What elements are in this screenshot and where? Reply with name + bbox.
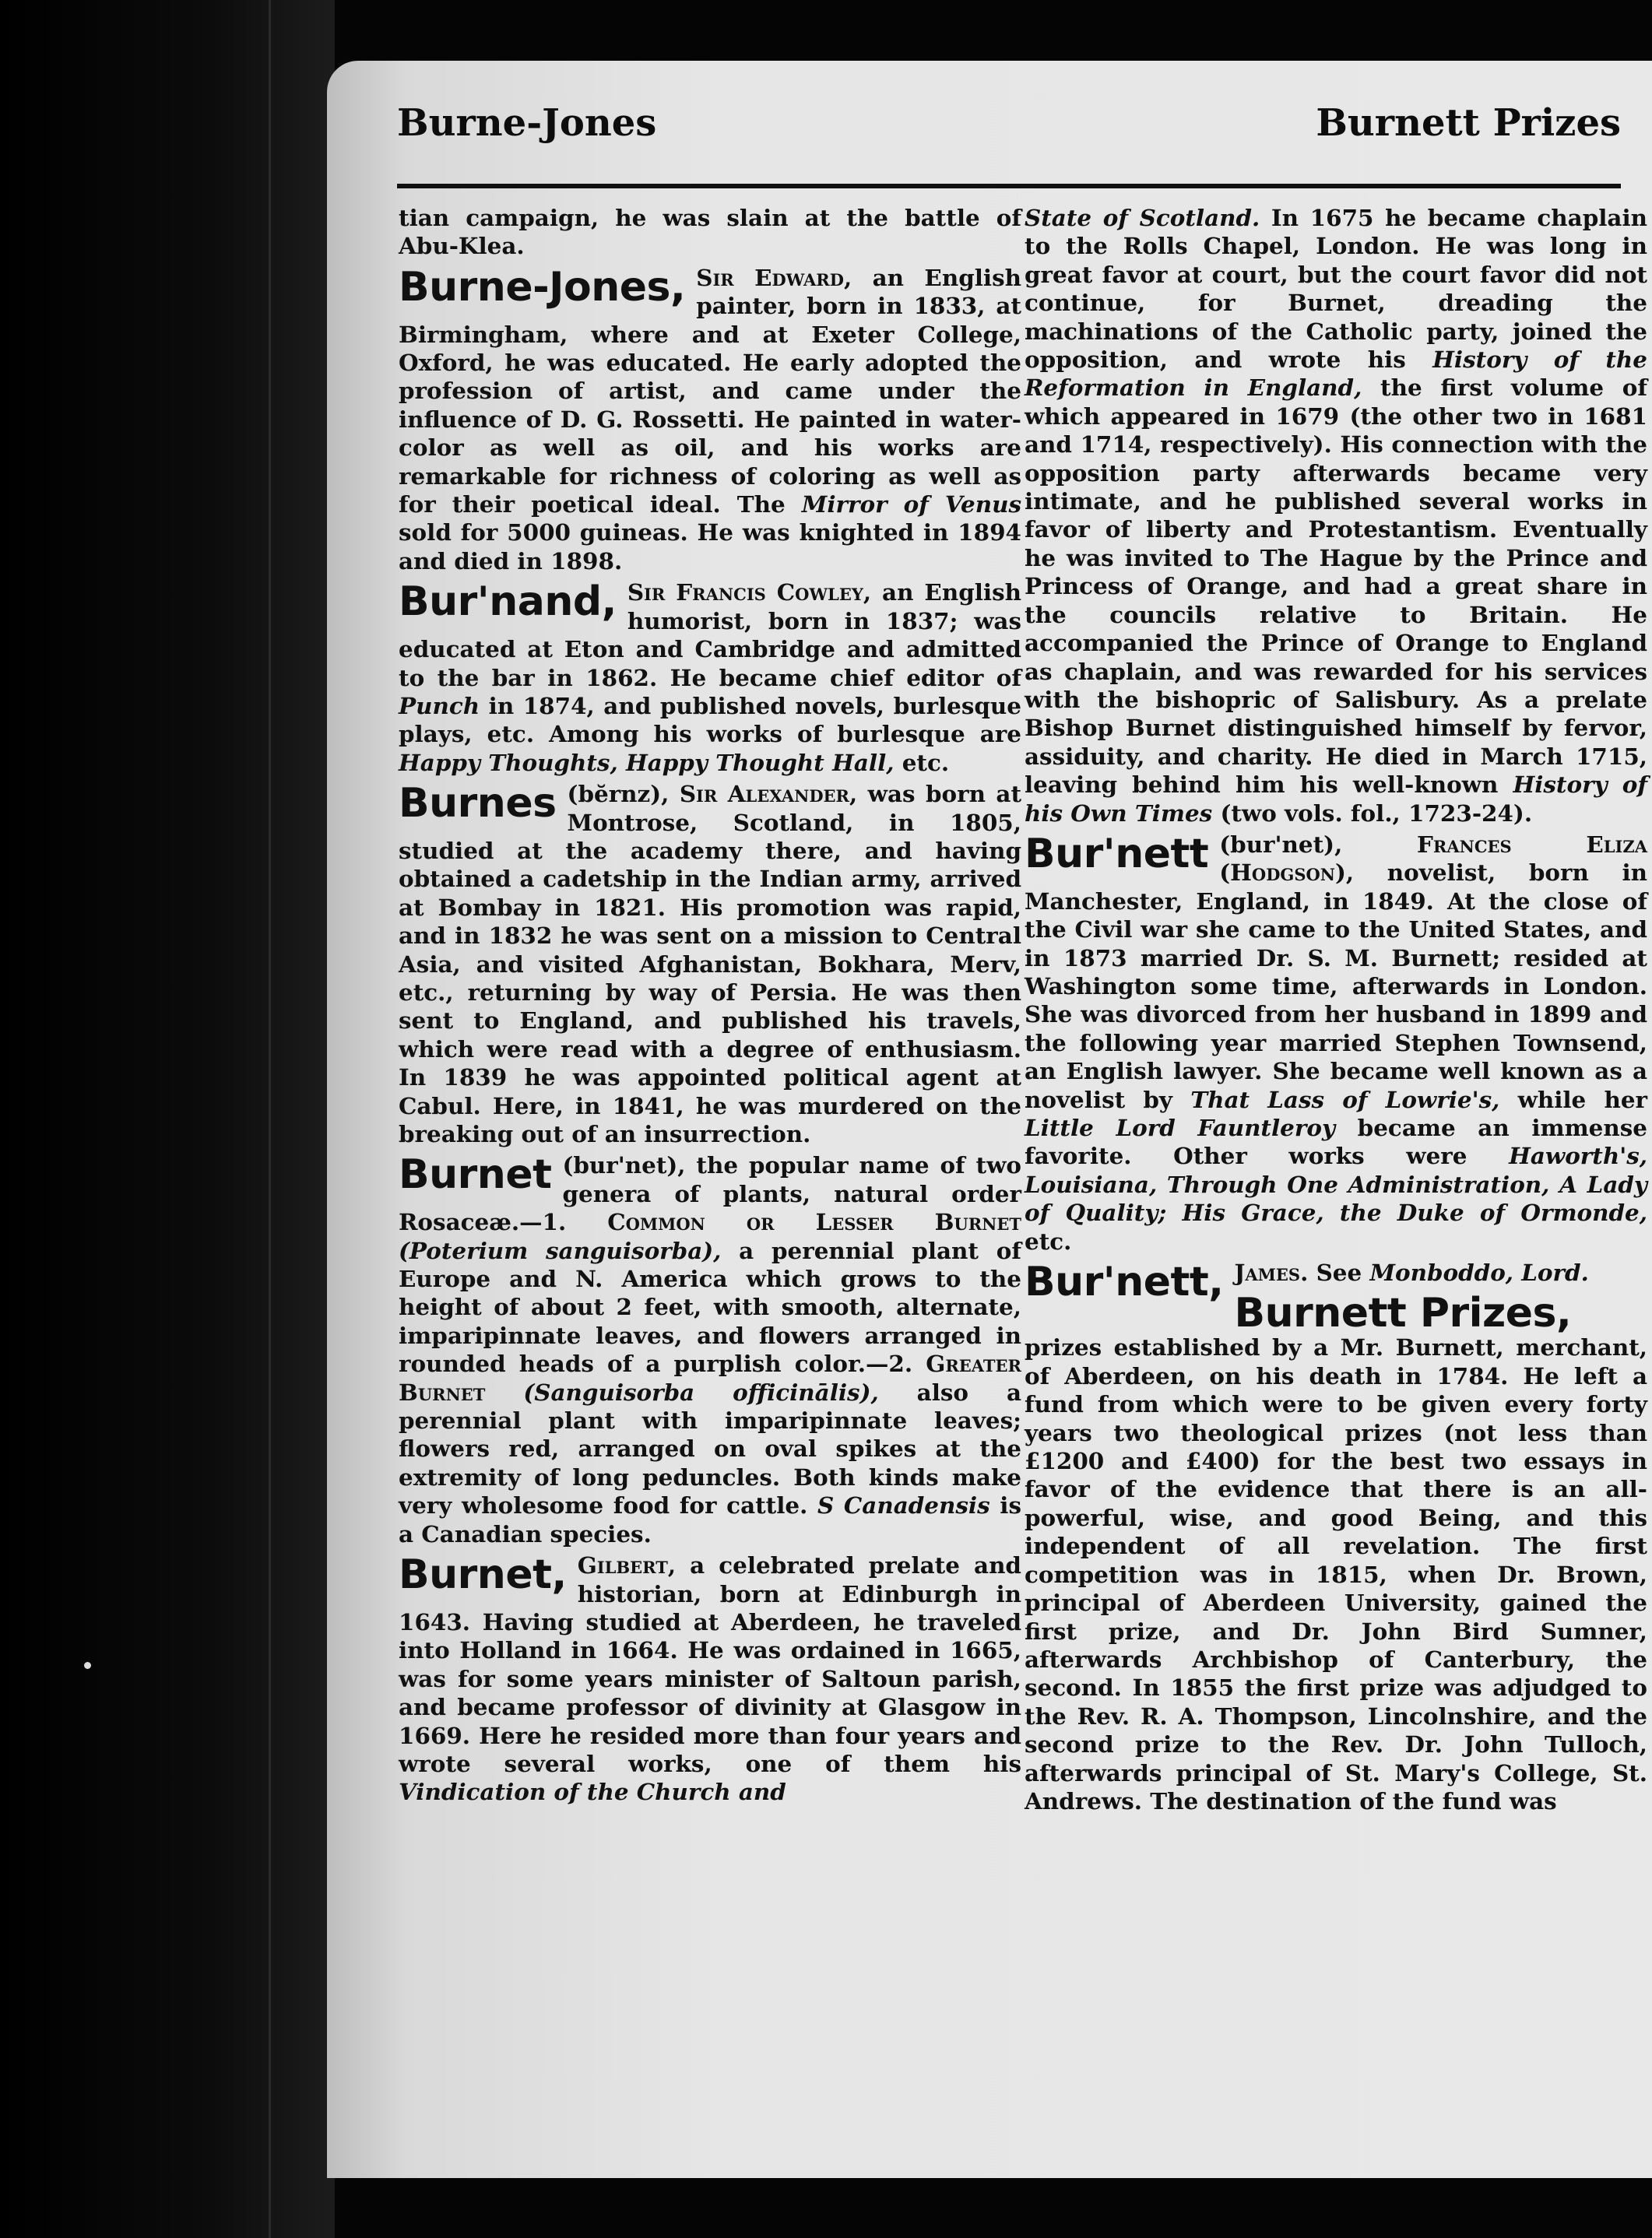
right-column bbox=[1025, 204, 1647, 1818]
entry-latin-name: S Canadensis bbox=[817, 1491, 990, 1520]
header-rule bbox=[397, 184, 1621, 188]
entry-continuation bbox=[399, 204, 1021, 261]
entry-text: became an immense favorite. Other works were bbox=[1025, 1114, 1647, 1170]
entry-name: Sir Francis Cowley, bbox=[627, 578, 872, 606]
entry-burnett-frances bbox=[1025, 831, 1647, 1256]
entry-pronunciation: (bur'net), bbox=[562, 1151, 686, 1179]
entry-text: prizes established by a Mr. Burnett, merchant, of Aberdeen, on his death in 1784. He left a fund from which were to be given every forty years two theological prizes (not less than £1200 and £400) for the best two essays in favor of the evidence that there is an all-powerful, wise, and good Being, and this independent of all revelation. The first competition was in 1815, when Dr. Brown, principal of Aberdeen University, gained the first prize, and Dr. John Bird Sumner, afterwards Archbishop of Canterbury, the second. In 1855 the first prize was adjudged to the Rev. R. A. Thompson, Lincolnshire, and the second prize to the Rev. Dr. John Tulloch, afterwards principal of St. Mary's College, St. Andrews. The destination of the fund was bbox=[1025, 1333, 1647, 1815]
scan-dark-margin bbox=[0, 0, 335, 2238]
scan-edge-line bbox=[269, 0, 271, 2238]
entry-pronunciation: (bĕrnz), bbox=[567, 780, 670, 808]
entry-burnett-prizes bbox=[1025, 1290, 1647, 1815]
entry-name: James. bbox=[1234, 1259, 1309, 1287]
entry-name: Frances Eliza (Hodgson), bbox=[1219, 830, 1647, 887]
continuation-text: tian campaign, he was slain at the battle of Abu-Klea. bbox=[399, 204, 1021, 260]
entry-text: also a perennial plant with imparipinnate leaves; flowers red, arranged on oval spikes at the extremity of long peduncles. Both kinds make very wholesome food for cattle. bbox=[399, 1378, 1022, 1520]
entry-work-title: Happy Thoughts, Happy Thought Hall, bbox=[399, 748, 895, 776]
entry-text: while her bbox=[1517, 1085, 1647, 1113]
entry-species-name: Greater Burnet bbox=[399, 1350, 1022, 1406]
entry-burnett-james bbox=[1025, 1259, 1647, 1306]
entry-text: in 1874, and published novels, burlesque plays, etc. Among his works of burlesque are bbox=[399, 691, 1021, 748]
entry-text: the popular name of two genera of plants, natural order Rosaceæ.—1. bbox=[399, 1151, 1021, 1236]
entry-latin-name: (Poterium sanguisorba), bbox=[399, 1236, 722, 1264]
headword-burnand: Bur'nand, bbox=[399, 578, 617, 626]
scan-speck bbox=[84, 1662, 91, 1669]
headword-burnett-prizes: Burnett Prizes, bbox=[1234, 1290, 1572, 1337]
entry-species-name: Common or Lesser Burnet bbox=[607, 1208, 1022, 1236]
entry-work-title: History of his Own Times bbox=[1025, 771, 1648, 827]
entry-work-title: Little Lord Fauntleroy bbox=[1025, 1114, 1336, 1141]
entry-pronunciation: (bur'net), bbox=[1219, 830, 1343, 858]
headword-burnett-james: Bur'nett, bbox=[1025, 1259, 1224, 1306]
entry-burnand bbox=[399, 578, 1021, 777]
entry-work-title: That Lass of Lowrie's, bbox=[1190, 1085, 1500, 1113]
left-column bbox=[399, 204, 1021, 1810]
entry-text: the first volume of which appeared in 1679 (the other two in 1681 and 1714, respectively). His connection with the opposition party afterwards became very intimate, and he published several works in favor of liberty and Protestantism. Eventually he was invited to The Hague by the Prince and Princess of Orange, and had a great share in the councils relative to Britain. He accompanied the Prince of Orange to England as chaplain, and was rewarded for his services with the bishopric of Salisbury. As a prelate Bishop Burnet distinguished himself by fervor, assiduity, and charity. He died in March 1715, leaving behind him his well-known bbox=[1025, 374, 1648, 799]
entry-latin-name: (Sanguisorba officinālis), bbox=[523, 1378, 879, 1406]
running-head bbox=[397, 101, 1621, 163]
entry-text: is a Canadian species. bbox=[399, 1491, 1021, 1548]
entry-cross-reference: Monboddo, Lord. bbox=[1369, 1259, 1589, 1287]
headword-burne-jones: Burne-Jones, bbox=[399, 263, 686, 311]
entry-text: etc. bbox=[1025, 1227, 1072, 1255]
headword-burnet: Burnet bbox=[399, 1151, 552, 1199]
running-head-right: Burnett Prizes bbox=[1316, 101, 1621, 145]
entry-work-title: Haworth's, Louisiana, Through One Administration, A Lady of Quality; His Grace, the Duke of Ormonde, bbox=[1025, 1142, 1648, 1227]
entry-text: novelist, born in Manchester, England, in 1849. At the close of the Civil war she came to the United States, and in 1873 married Dr. S. M. Burnett; resided at Washington some time, afterwards in London. She was divorced from her husband in 1899 and the following year married Stephen Townsend, an English lawyer. She became well known as a novelist by bbox=[1025, 859, 1647, 1113]
entry-text: (two vols. fol., 1723-24). bbox=[1220, 799, 1533, 827]
entry-text: See bbox=[1316, 1259, 1362, 1287]
entry-text: was born at Montrose, Scotland, in 1805, studied at the academy there, and having obtained a cadetship in the Indian army, arrived at Bombay in 1821. His promotion was rapid, and in 1832 he was sent on a mission to Central Asia, and visited Afghanistan, Bokhara, Merv, etc., returning by way of Persia. He was then sent to England, and published his travels, which were read with a degree of enthusiasm. In 1839 he was appointed political agent at Cabul. Here, in 1841, he was murdered on the breaking out of an insurrection. bbox=[399, 780, 1022, 1147]
headword-burnet-gilbert: Burnet, bbox=[399, 1551, 567, 1599]
entry-burnet-gilbert bbox=[399, 1551, 1021, 1807]
entry-name: Sir Alexander, bbox=[679, 780, 858, 808]
entry-work-title: Punch bbox=[399, 691, 480, 719]
entry-work-title: Mirror of Venus bbox=[801, 490, 1021, 518]
entry-work-title: History of the Reformation in England, bbox=[1025, 346, 1648, 402]
entry-burnet-plant bbox=[399, 1151, 1021, 1548]
entry-burnes bbox=[399, 780, 1021, 1148]
entry-work-title: State of Scotland. bbox=[1025, 204, 1260, 231]
entry-text: sold for 5000 guineas. He was knighted in 1894 and died in 1898. bbox=[399, 518, 1021, 574]
entry-text: an English humorist, born in 1837; was educated at Eton and Cambridge and admitted to the bar in 1862. He became chief editor of bbox=[399, 578, 1021, 691]
entry-work-title: Vindication of the Church and bbox=[399, 1778, 786, 1806]
entry-name: Sir Edward, bbox=[696, 263, 852, 291]
entry-text: etc. bbox=[902, 748, 950, 776]
entry-name: Gilbert, bbox=[577, 1551, 677, 1579]
running-head-left: Burne-Jones bbox=[397, 101, 657, 145]
entry-text: a perennial plant of Europe and N. America which grows to the height of about 2 feet, with smooth, alternate, imparipinnate leaves, and flowers arranged in rounded heads of a purplish color.—2. bbox=[399, 1236, 1022, 1378]
headword-burnett: Bur'nett bbox=[1025, 830, 1209, 877]
entry-text: a celebrated prelate and historian, born at Edinburgh in 1643. Having studied at Aberdeen, he traveled into Holland in 1664. He was ordained in 1665, was for some years minister of Saltoun parish, and became professor of divinity at Glasgow in 1669. Here he resided more than four years and wrote several works, one of them his bbox=[399, 1551, 1021, 1777]
headword-burnes: Burnes bbox=[399, 780, 557, 827]
entry-text: In 1675 he became chaplain to the Rolls Chapel, London. He was long in great favor at court, but the court favor did not continue, for Burnet, dreading the machinations of the Catholic party, joined the opposition, and wrote his bbox=[1025, 204, 1648, 374]
entry-burne-jones bbox=[399, 264, 1021, 575]
entry-burnet-gilbert-continued bbox=[1025, 204, 1647, 827]
entry-text: an English painter, born in 1833, at Birmingham, where and at Exeter College, Oxford, he was educated. He early adopted the profession of artist, and came under the influence of D. G. Rossetti. He painted in water-color as well as oil, and his works are remarkable for richness of coloring as well as for their poetical ideal. The bbox=[399, 263, 1021, 518]
